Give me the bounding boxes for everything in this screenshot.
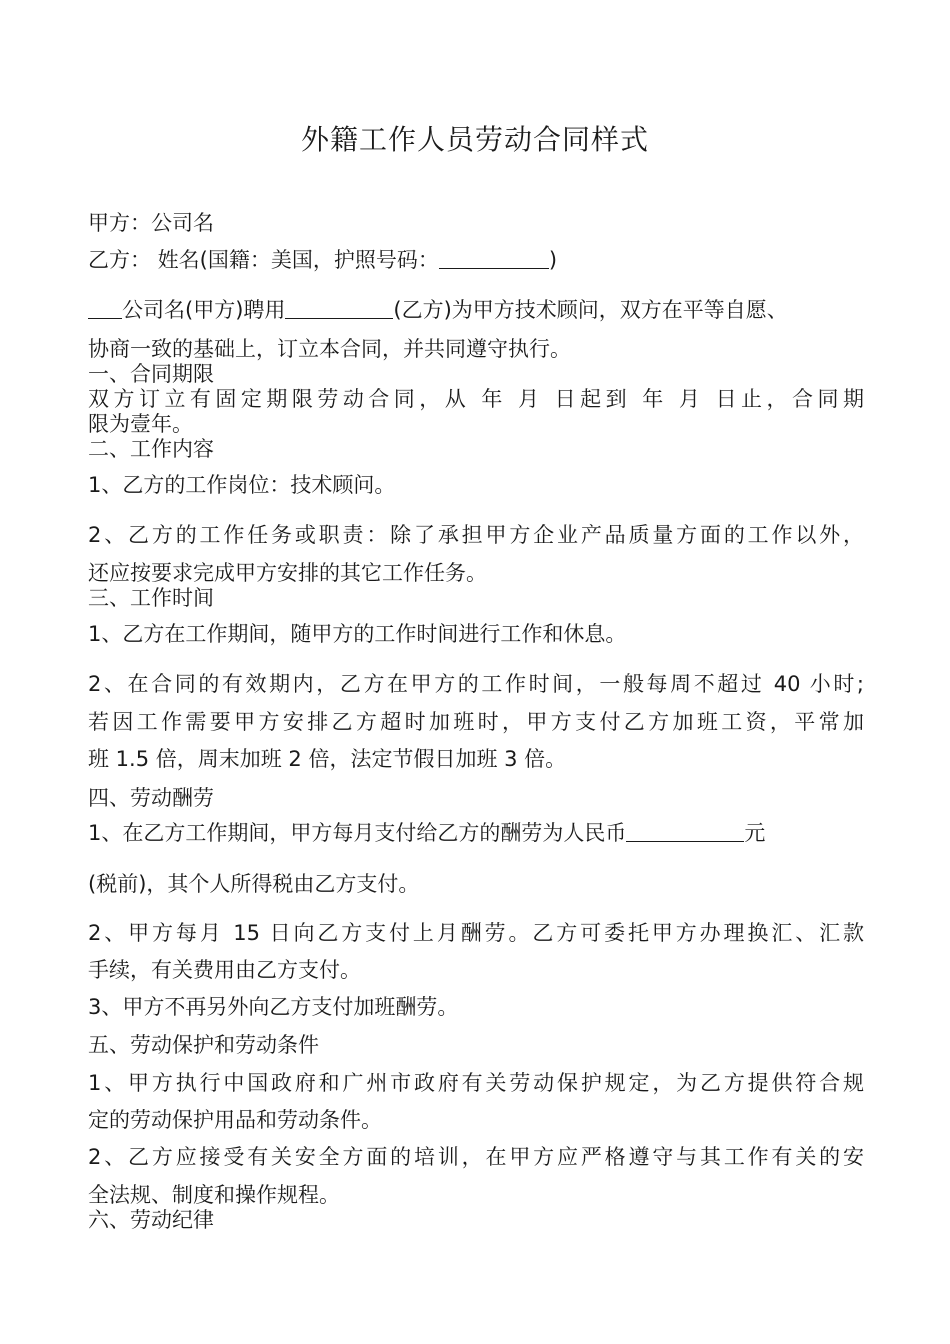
section-3-item-1: 1、乙方在工作期间，随甲方的工作时间进行工作和休息。 — [88, 622, 627, 646]
section-3-item-2-line-2: 若因工作需要甲方安排乙方超时加班时，甲方支付乙方加班工资，平常加 — [88, 710, 864, 734]
employee-name-blank — [285, 296, 393, 319]
section-1-line-1: 双方订立有固定期限劳动合同，从 年 月 日起到 年 月 日止，合同期 — [88, 387, 864, 411]
section-1-heading: 一、合同期限 — [88, 362, 214, 386]
company-blank — [88, 296, 122, 319]
section-4-item-2-line-1: 2、甲方每月 15 日向乙方支付上月酬劳。乙方可委托甲方办理换汇、汇款 — [88, 921, 864, 945]
section-5-item-1-line-1: 1、甲方执行中国政府和广州市政府有关劳动保护规定，为乙方提供符合规 — [88, 1071, 864, 1095]
salary-blank — [626, 819, 744, 842]
party-b-line — [88, 246, 864, 274]
intro-line-1 — [88, 296, 864, 324]
section-5-item-2-line-2: 全法规、制度和操作规程。 — [88, 1183, 340, 1207]
section-4-item-1-line-2: (税前)，其个人所得税由乙方支付。 — [88, 872, 420, 896]
section-3-heading: 三、工作时间 — [88, 586, 214, 610]
section-2-item-2-line-2: 还应按要求完成甲方安排的其它工作任务。 — [88, 561, 487, 585]
section-5-item-1-line-2: 定的劳动保护用品和劳动条件。 — [88, 1108, 382, 1132]
section-1-line-2: 限为壹年。 — [88, 412, 193, 436]
section-4-item-1-line-1 — [88, 819, 864, 847]
intro-line-2: 协商一致的基础上，订立本合同，并共同遵守执行。 — [88, 337, 571, 361]
section-6-heading: 六、劳动纪律 — [88, 1208, 214, 1232]
section-3-item-2-line-1: 2、在合同的有效期内，乙方在甲方的工作时间，一般每周不超过 40 小时; — [88, 672, 864, 696]
party-b-text: 乙方： 姓名(国籍：美国，护照号码： — [88, 248, 439, 272]
section-5-heading: 五、劳动保护和劳动条件 — [88, 1033, 319, 1057]
salary-unit: 元 — [744, 821, 766, 845]
section-4-heading: 四、劳动酬劳 — [88, 786, 214, 810]
section-2-item-2-line-1: 2、乙方的工作任务或职责：除了承担甲方企业产品质量方面的工作以外， — [88, 523, 864, 547]
passport-blank — [439, 246, 549, 269]
intro-company: 公司名(甲方)聘用 — [122, 298, 286, 322]
intro-rest: (乙方)为甲方技术顾问，双方在平等自愿、 — [393, 298, 788, 322]
section-2-item-1: 1、乙方的工作岗位：技术顾问。 — [88, 473, 396, 497]
section-4-item-3: 3、甲方不再另外向乙方支付加班酬劳。 — [88, 995, 459, 1019]
salary-text: 1、在乙方工作期间，甲方每月支付给乙方的酬劳为人民币 — [88, 821, 627, 845]
party-a-line: 甲方：公司名 — [88, 211, 214, 235]
section-4-item-2-line-2: 手续，有关费用由乙方支付。 — [88, 958, 361, 982]
party-b-close: ) — [548, 248, 558, 272]
section-5-item-2-line-1: 2、乙方应接受有关安全方面的培训，在甲方应严格遵守与其工作有关的安 — [88, 1145, 864, 1169]
page-title: 外籍工作人员劳动合同样式 — [300, 123, 649, 156]
section-3-item-2-line-3: 班 1.5 倍，周末加班 2 倍，法定节假日加班 3 倍。 — [88, 747, 567, 771]
section-2-heading: 二、工作内容 — [88, 437, 214, 461]
